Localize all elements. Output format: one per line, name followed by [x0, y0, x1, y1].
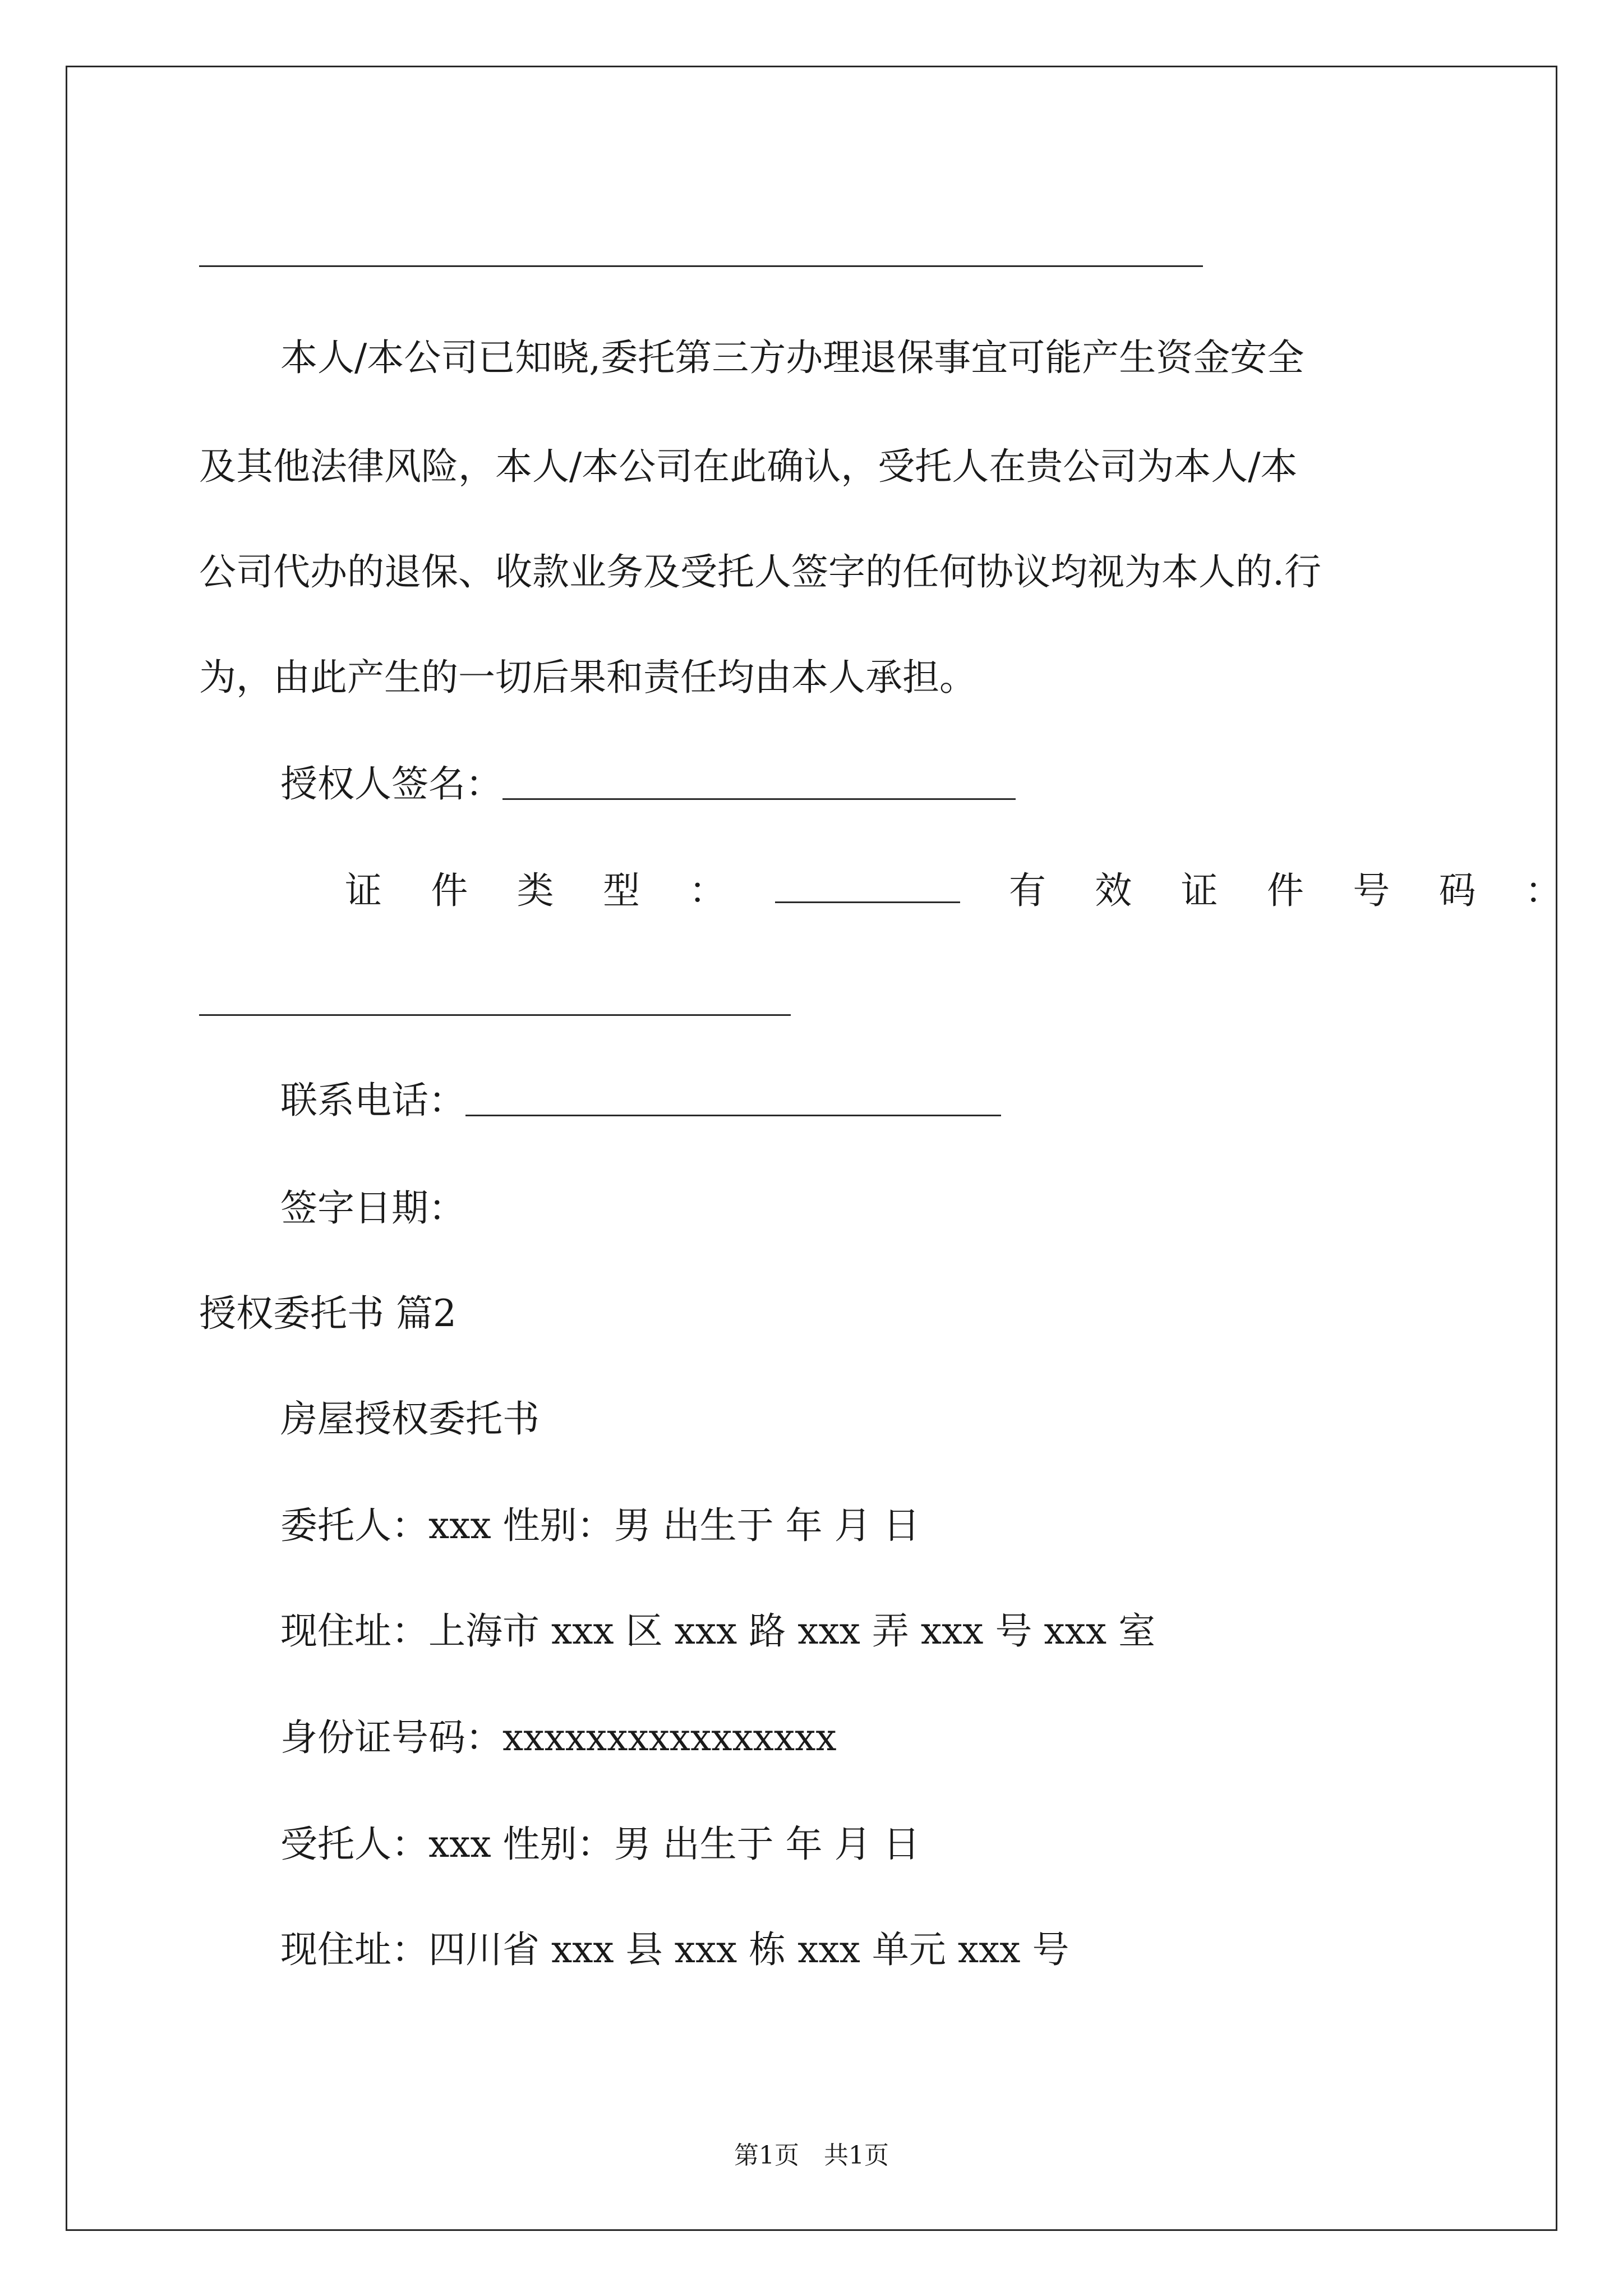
id-type-char: 型	[602, 869, 640, 912]
id-type-char: ：	[689, 869, 726, 912]
id-row	[345, 868, 1562, 913]
principal-line: 委托人：xxx 性别：男 出生于 年 月 日	[280, 1504, 920, 1547]
date-label: 签字日期：	[280, 1186, 465, 1230]
top-blank-line	[199, 265, 1203, 267]
id-number-line: 身份证号码：xxxxxxxxxxxxxxxx	[280, 1716, 837, 1759]
id-number-char: 有	[1008, 869, 1046, 912]
principal-address: 现住址：上海市 xxx 区 xxx 路 xxx 弄 xxx 号 xxx 室	[280, 1609, 1156, 1653]
signature-blank	[502, 798, 1016, 800]
paragraph-line-1: 本人/本公司已知晓,委托第三方办理退保事宜可能产生资金安全	[280, 336, 1304, 379]
paragraph-line-3: 公司代办的退保、收款业务及受托人签字的任何协议均视为本人的.行	[199, 550, 1321, 593]
id-number-char: 号	[1353, 869, 1390, 912]
id-number-char: 效	[1095, 869, 1132, 912]
id-number-char: 码	[1438, 869, 1476, 912]
signature-row	[280, 762, 1016, 807]
phone-row	[280, 1078, 1001, 1123]
page-border	[66, 66, 1557, 2231]
id-type-char: 类	[517, 869, 554, 912]
document-title: 房屋授权委托书	[280, 1397, 540, 1441]
signature-label: 授权人签名：	[280, 762, 502, 806]
agent-line: 受托人：xxx 性别：男 出生于 年 月 日	[280, 1823, 920, 1866]
paragraph-line-2: 及其他法律风险，本人/本公司在此确认，受托人在贵公司为本人/本	[199, 445, 1298, 488]
section-heading: 授权委托书 篇2	[199, 1292, 457, 1335]
id-number-char: 证	[1181, 869, 1218, 912]
id-number-char: ：	[1524, 869, 1562, 912]
id-type-blank	[775, 901, 960, 903]
phone-blank	[465, 1115, 1001, 1116]
paragraph-line-4: 为，由此产生的一切后果和责任均由本人承担。	[199, 656, 976, 699]
id-type-char: 证	[345, 869, 382, 912]
page-footer: 第1页 共1页	[734, 2141, 889, 2170]
phone-label: 联系电话：	[280, 1079, 465, 1122]
id-type-char: 件	[431, 869, 468, 912]
agent-address: 现住址：四川省 xxx 县 xxx 栋 xxx 单元 xxx 号	[280, 1928, 1069, 1971]
id-number-blank	[199, 1014, 791, 1016]
id-number-char: 件	[1266, 869, 1304, 912]
